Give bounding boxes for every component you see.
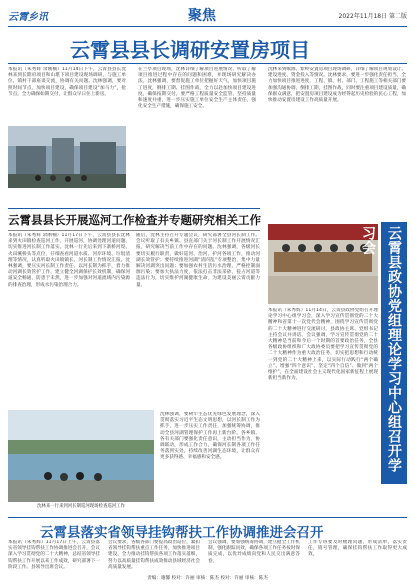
article1-col2: 在兰亭项目现场，沈林详细了解项目进展情况，听取了解项目推进过程中存在的问题和困难，并现场研究解决办法。沈林强调，要督促施工单位把握好天气，加快项目施工进度，倒排工期、挂图作战，全力以赴加快项目建设进度，确保按期交付。要严格工程质量安全监管，坚持质量和速度并重，进一步压实施工单位安全生产主体责任，强化安全生产措施，确保施工安全。 bbox=[138, 67, 256, 110]
article1-col1: 本报讯（朱秀辉 余刚楠）11月14日下午，云霄县县长沈林来到长期府项目和山堪下项目建设现场调研，与施工单位、镇村干部座谈交流，协调有关问题。沈林强调，要对照时间节点，加快项目建设，确保项目建设“加马力”，抢节点，全力确保如期交付，让群众早日住上新房。 bbox=[8, 67, 126, 97]
article2-photo-caption: 沈林来一行来到河长制巡河现场检查巡河工作 bbox=[37, 504, 125, 509]
article1-headline: 云霄县县长调研安置房项目 bbox=[70, 38, 310, 62]
article1-photo bbox=[8, 126, 126, 188]
article2-headline: 云霄县县长开展巡河工作检查并专题研究相关工作 bbox=[8, 213, 261, 227]
article3-body: 本报讯（朱秀辉）11月14日，云霄县政协党组召开理论学习中心组学习会，深入学习宣传贯彻党的二十大精神和省第十一次党代会精神，围绕学习宣传贯彻党的二十大精神进行交流研讨。县政协主席、党组书记主持会议并讲话。会议强调，学习宣传贯彻党的二十大精神是当前和今后一个时期的首要政治任务，全县各级政协组织和广大政协委员要把学习宣传贯彻党的二十大精神作为重大政治任务，切实把思想和行动统一到党的二十大精神上来，以实际行动践行“两个确立”、增强“四个意识”、坚定“四个自信”、做到“两个维护”，在全面建设社会主义现代化国家新征程上展现新担当新作为。 bbox=[268, 308, 378, 382]
divider bbox=[8, 230, 260, 231]
divider bbox=[8, 63, 407, 64]
article2-photo bbox=[8, 410, 154, 502]
footer-credits: 责编：谢馨 校对：许丽 审核：陈杰 校对：许丽 审核：陈杰 bbox=[147, 576, 268, 581]
article3-title-text: 云霄县政协党组理论学习中心组召开学习会 bbox=[360, 226, 402, 473]
article2-col1: 本报讯（朱秀辉 余刚楠）11月17日下午，云霄县县长沈林来到火田镇检查巡河工作，开展巡河，协调处理河道问题，切实推进河长制工作落实。沈林一行先后来到下寨桥河堤、火田溪桥头等点位，仔细查看河道水质、河岸环境、垃圾清理等情况，认真听取火田镇镇长、河长制工作情况汇报。沈林强调，要压实河长制工作责任，以河长制为抓手，着力推动河湖长效管护工作，建立健全河湖保护长效机制，确保河道安全畅通，防患于未然，进一步加强对河道流域内污染源的排查治理，形成水污染治理合力。 bbox=[8, 233, 130, 288]
article4-headline: 云霄县落实省领导挂钩帮扶工作协调推进会召开 bbox=[40, 525, 324, 541]
section-title: 聚焦 bbox=[188, 8, 216, 24]
article4-col3: 会议强调，要加强统筹协调，建立健全工作机制，强化跟踪问效，确保各项工作任务按时保质完成，以优异成绩向党和人民交出满意答卷。 bbox=[208, 540, 300, 564]
article2-col2: 随后，沈林主持召开专题会议，研究部署全县河长制工作。会议听取了有关乡镇、县直部门关于河长制工作开展情况汇报，研究解决当前工作中存在的问题。沈林强调，各级河长要切实履行职责，做好巡河、治河、护河各项工作，推动河湖长效管护；要持续推进河湖“清四乱”专项整治，集中力量解决河湖突出问题；要加强农村生活污水治理，严格控制面源污染；要加大执法力度，依法打击非法采砂、侵占河道等违法行为，切实维护河湖健康生命，为建设美丽云霄贡献力量。 bbox=[136, 233, 260, 288]
divider bbox=[8, 208, 260, 209]
article3-vertical-title bbox=[360, 222, 407, 484]
article2-col3: 沈林强调，要树牢生态优先绿色发展理念，深入贯彻落实习近平生态文明思想，以河长制工作为抓手，进一步压实工作责任，加强统筹协调，推动全县河湖管理保护工作再上新台阶。各乡镇、各有关部门要强化责任意识，主动担当作为，协调联动，形成工作合力，确保河长制各项工作任务落到实处，持续改善河湖生态环境，让群众有更多获得感、幸福感和安全感。 bbox=[160, 412, 260, 461]
divider bbox=[8, 517, 407, 518]
masthead bbox=[8, 4, 407, 27]
article4-col2: 会议要求，各级各部门要提高政治站位，紧扣省领导挂钩帮扶重点工作任务，加快推进项目建设，全力推动挂钩帮扶各项工作落实落细，努力以高质量挂钩帮扶成效推动县域经济社会高质量发展。 bbox=[108, 540, 200, 570]
article4-col1: 本报讯（朱秀辉）11月17日上午，云霄县落实省领导挂钩帮扶工作协调推进会召开，会议深入学习贯彻党的二十大精神，总结省领导挂钩帮扶工作开展以来工作成效，研究部署下一阶段工作。县领导出席会议。 bbox=[8, 540, 100, 570]
issue-date: 2022年11月18日 第二版 bbox=[338, 13, 407, 20]
article1-col3: 沈林来到岷源、紫岭安置房项目现场调研，详细了解项目规划设计、建设进度、资金投入等情况。沈林要求，要进一步强化责任担当，全力加快项目推进进度，工程、镇、村、部门、工程施工等相关部门要加强沟通协调，倒排工期，挂图作战，同时要注重项目建设质量，确保群众满意，把安置房项目建设成为经得起历史检验的民心工程，加快推动安置房建设工作高质量开展。 bbox=[268, 67, 406, 104]
paper-name: 云霄乡讯 bbox=[8, 12, 48, 23]
article4-col4: 工作专班要及时梳理问题，形成清单，落实责任，销号管理，确保挂钩帮扶工作取得更大成效。 bbox=[308, 540, 407, 558]
